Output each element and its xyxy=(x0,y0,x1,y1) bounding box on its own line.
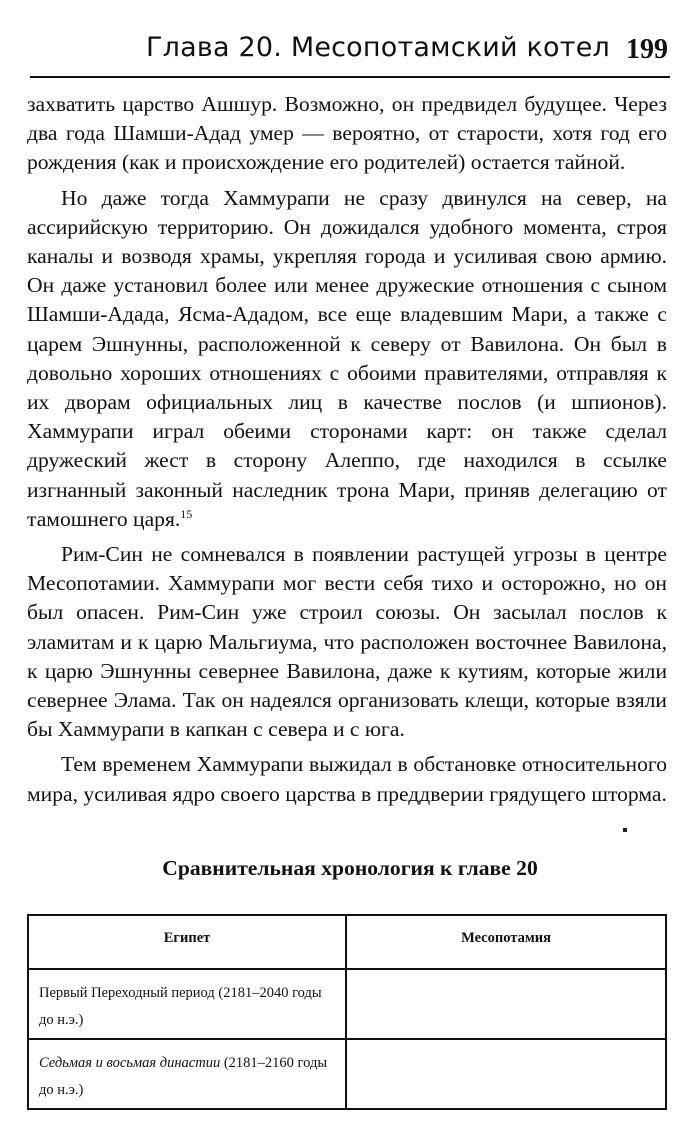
dynasty-dates: (2181–2160 годы до н.э.) xyxy=(39,1055,328,1098)
table-cell-mesopotamia xyxy=(346,969,666,1039)
table-row xyxy=(28,1039,666,1109)
table-header-row xyxy=(28,915,666,969)
dynasty-name: Седьмая и восьмая династии xyxy=(39,1055,221,1071)
chapter-title: Глава 20. Месопотамский котел xyxy=(146,32,610,63)
body-text xyxy=(27,90,667,809)
paragraph-text: Но даже тогда Хаммурапи не сразу двинулся на север, на ассирийскую территорию. Он дожидался удобного момента, строя каналы и возводя храмы, укрепляя города и усиливая свою армию. Он даже установил более или менее дружеские отношения с сыном Шамши-Адада, Ясма-Ададом, все еще владевшим Мари, а также с царем Эшнунны, расположенной к северу от Вавилона. Он был в довольно хороших отношениях с обоими правителями, отправляя к их дворам официальных лиц в качестве послов (и шпионов). Хаммурапи играл обеими сторонами карт: он также сделал дружеский жест в сторону Алеппо, где находился в ссылке изгнанный законный наследник трона Мари, приняв делегацию от тамошнего царя. xyxy=(27,185,667,531)
page-number: 199 xyxy=(626,34,668,65)
paragraph: Тем временем Хаммурапи выжидал в обстановке относительного мира, усиливая ядро своего царства в преддверии грядущего шторма. xyxy=(27,752,667,806)
paragraph: Рим-Син не сомневался в появлении растущей угрозы в центре Месопотамии. Хаммурапи мог вести себя тихо и осторожно, но он был опасен. Рим-Син уже строил союзы. Он засылал послов к эламитам и к царю Мальгиума, что расположен восточнее Вавилона, к царю Эшнунны севернее Вавилона, даже к кутиям, которые жили севернее Элама. Так он надеялся организовать клещи, которые взяли бы Хаммурапи в капкан с севера и с юга. xyxy=(27,542,667,742)
table-caption: Сравнительная хронология к главе 20 xyxy=(162,856,538,880)
chronology-table xyxy=(27,914,667,1110)
paragraph xyxy=(27,184,667,534)
footnote-reference: 15 xyxy=(180,506,193,521)
table-cell-mesopotamia xyxy=(346,1039,666,1109)
table-cell-egypt: Первый Переходный период (2181–2040 годы до н.э.) xyxy=(28,969,346,1039)
stray-ink-mark xyxy=(623,828,627,832)
running-head xyxy=(30,30,670,78)
column-header-mesopotamia: Месопотамия xyxy=(346,915,666,969)
table-cell-egypt xyxy=(28,1039,346,1109)
paragraph: захватить царство Ашшур. Возможно, он предвидел будущее. Через два года Шамши-Адад умер — вероятно, от старости, хотя год его рождения (как и происхождение его родителей) остается тайной. xyxy=(27,92,667,175)
column-header-egypt: Египет xyxy=(28,915,346,969)
table-row xyxy=(28,969,666,1039)
